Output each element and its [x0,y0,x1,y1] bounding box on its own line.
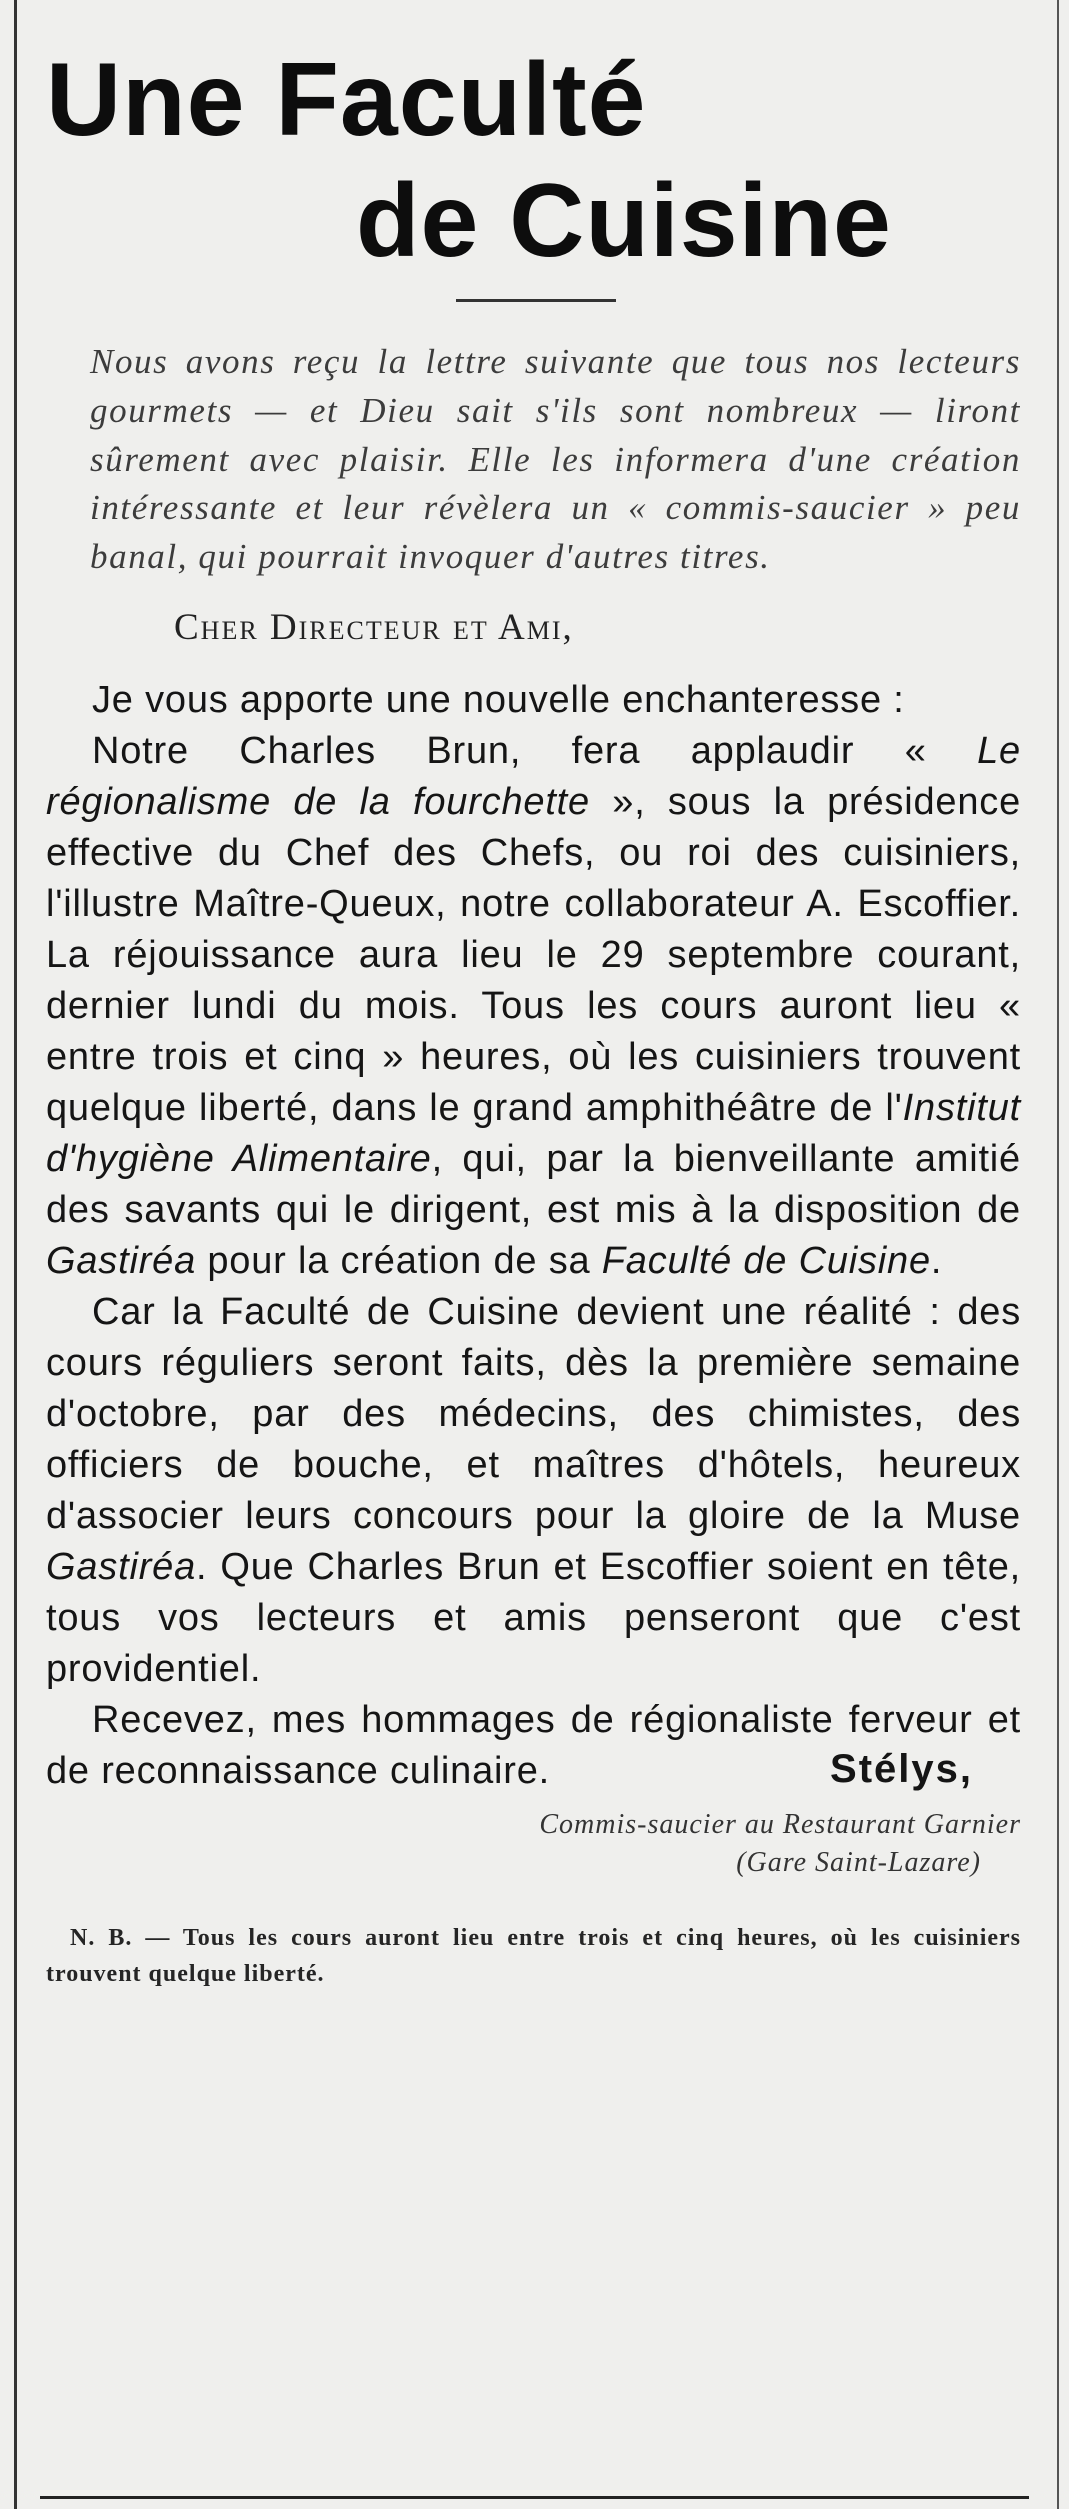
title-line-2: de Cuisine [356,162,892,279]
bottom-rule [40,2496,1029,2499]
p2-italic-gastirea: Gastiréa [46,1239,197,1282]
signatory-role [46,1806,1021,1882]
title-line-1: Une Faculté [46,42,647,158]
paragraph-2 [46,726,1021,1287]
editorial-intro: Nous avons reçu la lettre suivante que tous nos lecteurs gourmets — et Dieu sait s'ils sont nombreux — liront sûrement avec plaisir. Elle les informera d'une création intéressante et leur révèlera un « commis-saucier » peu banal, qui pourrait invoquer d'autres titres. [90,342,1021,577]
title-separator [456,299,616,302]
p2-text-a: Notre Charles Brun, fera applaudir « [92,729,978,772]
right-column-rule [1057,0,1059,2509]
role-line-1: Commis-saucier au Restaurant Garnier [539,1808,1021,1840]
paragraph-1: Je vous apporte une nouvelle enchanteresse : [92,678,905,721]
nota-bene: N. B. — Tous les cours auront lieu entre trois et cinq heures, où les cuisiniers trouvent quelque liberté. [46,1924,1021,1987]
p2-text-i: . [930,1239,943,1282]
p2-italic-title: Le régionalisme de la fourchette [46,729,1021,823]
p2-text-e: , qui, par la bienveillante amitié des savants qui le dirigent, est mis à la disposition de [46,1137,1021,1231]
p3-italic-gastirea: Gastiréa [46,1545,197,1588]
p3-text-a: Car la Faculté de Cuisine devient une réalité : des cours réguliers seront faits, dès la première semaine d'octobre, par des médecins, des chimistes, des officiers de bouche, et maîtres d'hôtels, heureux d'associer leurs concours pour la gloire de la Muse [46,1290,1021,1537]
p2-text-c: », sous la présidence effective du Chef des Chefs, ou roi des cuisiniers, l'illustre Maître-Queux, notre collaborateur A. Escoffier. La réjouissance aura lieu le 29 septembre courant, dernier lundi du mois. Tous les cours auront lieu « entre trois et cinq » heures, où les cuisiniers trouvent quelque liberté, dans le grand amphithéâtre de l' [46,780,1022,1129]
paragraph-3 [46,1287,1021,1695]
p2-text-g: pour la création de sa [196,1239,602,1282]
article-title [46,40,1021,281]
role-line-2: (Gare Saint-Lazare) [736,1846,981,1878]
signature: Stélys, [830,1746,973,1791]
paragraph-4: Recevez, mes hommages de régionaliste ferveur et de reconnaissance culinaire. [46,1698,1021,1792]
p2-italic-faculte: Faculté de Cuisine [601,1239,931,1282]
letter-salutation: Cher Directeur et Ami, [174,606,574,648]
p2-italic-institut: Institut d'hygiène Alimentaire [46,1086,1021,1180]
left-column-rule [14,0,17,2509]
article-column [46,40,1021,1992]
p3-text-c: . Que Charles Brun et Escoffier soient en tête, tous vos lecteurs et amis penseront que c'est providentiel. [46,1545,1021,1690]
